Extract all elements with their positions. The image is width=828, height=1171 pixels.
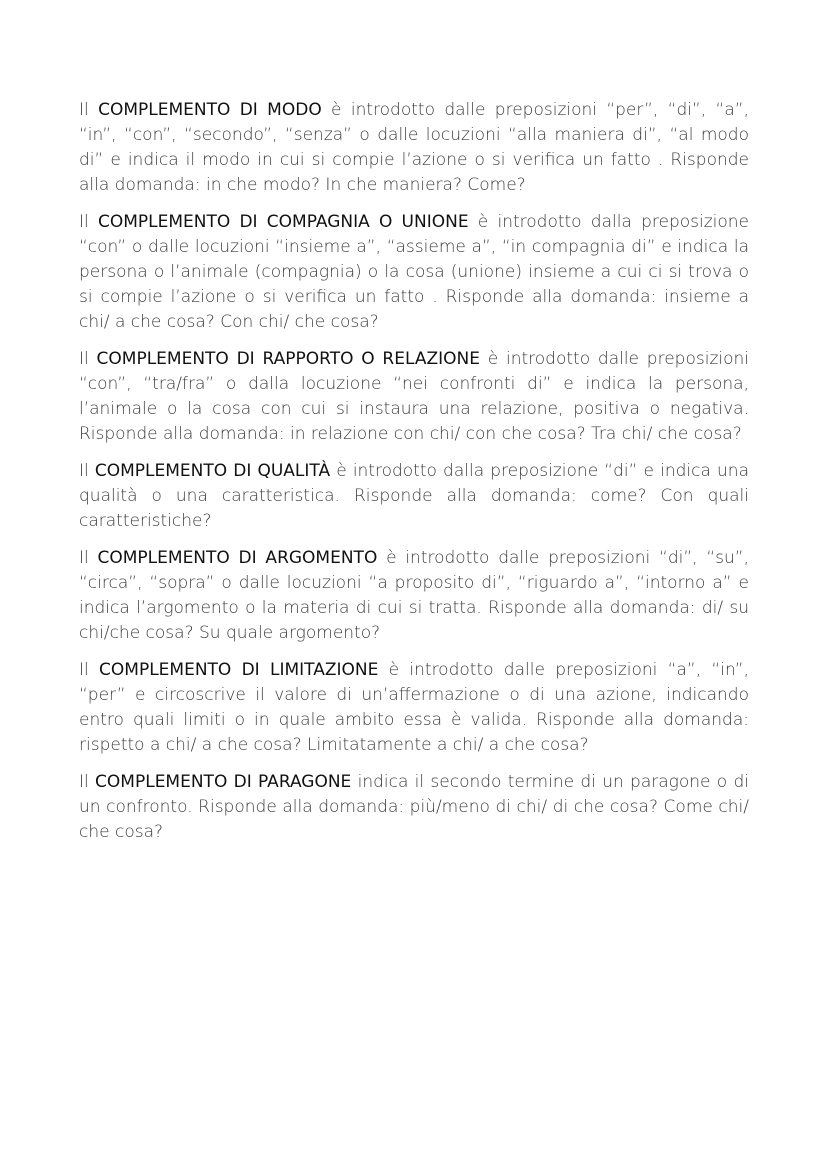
term-complemento-di-argomento: COMPLEMENTO DI ARGOMENTO (97, 548, 378, 568)
paragraph-prefix: Il (79, 349, 97, 369)
paragraph-body: indica il secondo termine di un paragone o di un confronto. Risponde alla domanda: più/meno di chi/ di che cosa? Come chi/ che cosa? (79, 772, 750, 842)
paragraph-body: è introdotto dalla preposizione “di” e indica una qualità o una caratteristica. Risponde alla domanda: come? Con quali caratteristiche? (79, 461, 749, 531)
term-complemento-di-paragone: COMPLEMENTO DI PARAGONE (95, 772, 352, 792)
paragraph-complemento-di-modo (79, 98, 749, 198)
term-complemento-di-modo: COMPLEMENTO DI MODO (98, 100, 322, 120)
paragraph-body: è introdotto dalle preposizioni “per”, “di”, “a”, “in”, “con”, “secondo”, “senza” o dalle locuzioni “alla maniera di”, “al modo di” e indica il modo in cui si compie l’azione o si verifica un fatto . Risponde alla domanda: in che modo? In che maniera? Come? (79, 100, 749, 195)
paragraph-complemento-di-qualita (79, 459, 749, 534)
paragraph-prefix: Il (79, 548, 98, 568)
term-complemento-di-compagnia: COMPLEMENTO DI COMPAGNIA O UNIONE (97, 212, 469, 232)
paragraph-prefix: Il (79, 212, 98, 232)
paragraph-complemento-di-paragone (79, 770, 749, 845)
paragraph-prefix: Il (79, 100, 99, 120)
paragraph-complemento-di-argomento (79, 546, 749, 646)
paragraph-complemento-di-compagnia (79, 210, 749, 335)
paragraph-complemento-di-rapporto (79, 347, 749, 447)
term-complemento-di-limitazione: COMPLEMENTO DI LIMITAZIONE (99, 660, 379, 680)
paragraph-body: è introdotto dalle preposizioni “con”, “tra/fra” o dalla locuzione “nei confronti di” e indica la persona, l’animale o la cosa con cui si instaura una relazione, positiva o negativa. Risponde alla domanda: in relazione con chi/ con che cosa? Tra chi/ che cosa? (79, 349, 749, 444)
document-page (79, 98, 749, 857)
paragraph-body: è introdotto dalle preposizioni “a”, “in”, “per” e circoscrive il valore di un’affermazione o di una azione, indicando entro quali limiti o in quale ambito essa è valida. Risponde alla domanda: rispetto a chi/ a che cosa? Limitatamente a chi/ a che cosa? (79, 660, 749, 755)
paragraph-prefix: Il (79, 660, 100, 680)
paragraph-prefix: Il (79, 461, 95, 481)
term-complemento-di-qualita: COMPLEMENTO DI QUALITÀ (94, 461, 331, 481)
paragraph-prefix: Il (79, 772, 96, 792)
paragraph-body: è introdotto dalle preposizioni “di”, “su”, “circa”, “sopra” o dalle locuzioni “a proposito di”, “riguardo a”, “intorno a” e indica l’argomento o la materia di cui si tratta. Risponde alla domanda: di/ su chi/che cosa? Su quale argomento? (79, 548, 749, 643)
term-complemento-di-rapporto: COMPLEMENTO DI RAPPORTO O RELAZIONE (96, 349, 480, 369)
paragraph-complemento-di-limitazione (79, 658, 749, 758)
paragraph-body: è introdotto dalla preposizione “con” o dalle locuzioni “insieme a”, “assieme a”, “in compagnia di” e indica la persona o l’animale (compagnia) o la cosa (unione) insieme a cui ci si trova o si compie l’azione o si verifica un fatto . Risponde alla domanda: insieme a chi/ a che cosa? Con chi/ che cosa? (79, 212, 750, 332)
